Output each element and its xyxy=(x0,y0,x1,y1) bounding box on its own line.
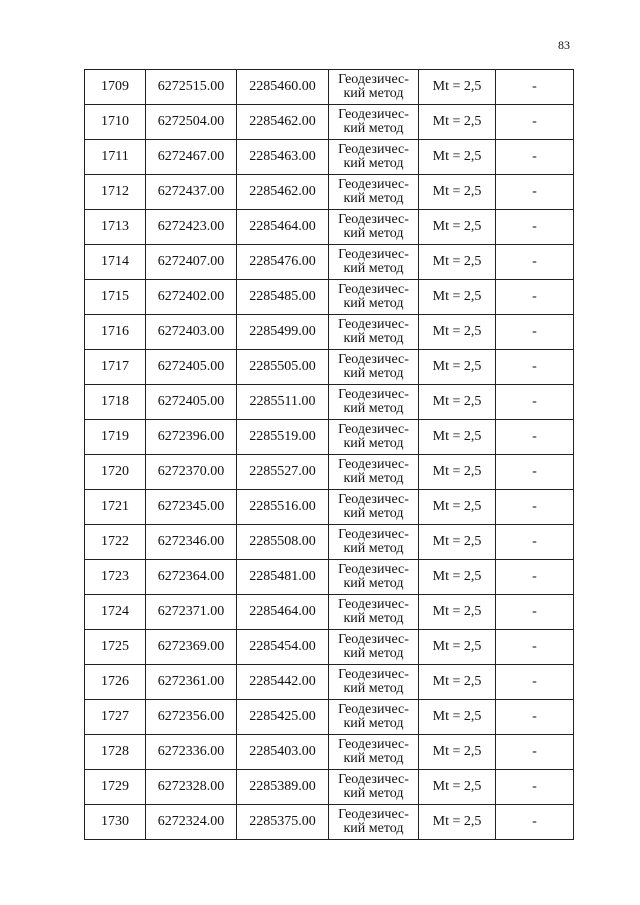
accuracy-cell: Mt = 2,5 xyxy=(419,700,496,735)
method-line-1: Геодезичес- xyxy=(338,632,409,647)
point-number-cell: 1721 xyxy=(85,490,146,525)
method-line-2: кий метод xyxy=(343,611,404,626)
table-row xyxy=(85,770,574,805)
method-line-2: кий метод xyxy=(343,226,404,241)
table-row xyxy=(85,420,574,455)
note-cell: - xyxy=(496,560,574,595)
method-line-2: кий метод xyxy=(343,366,404,381)
method-cell xyxy=(329,735,419,770)
point-number-cell: 1713 xyxy=(85,210,146,245)
y-coordinate-cell: 2285516.00 xyxy=(237,490,329,525)
method-cell xyxy=(329,140,419,175)
point-number-cell: 1723 xyxy=(85,560,146,595)
method-line-1: Геодезичес- xyxy=(338,247,409,262)
y-coordinate-cell: 2285476.00 xyxy=(237,245,329,280)
method-cell xyxy=(329,665,419,700)
accuracy-cell: Mt = 2,5 xyxy=(419,315,496,350)
note-cell: - xyxy=(496,350,574,385)
method-line-2: кий метод xyxy=(343,86,404,101)
y-coordinate-cell: 2285460.00 xyxy=(237,70,329,105)
method-cell xyxy=(329,385,419,420)
point-number-cell: 1729 xyxy=(85,770,146,805)
note-cell: - xyxy=(496,70,574,105)
y-coordinate-cell: 2285454.00 xyxy=(237,630,329,665)
method-line-2: кий метод xyxy=(343,646,404,661)
accuracy-cell: Mt = 2,5 xyxy=(419,735,496,770)
y-coordinate-cell: 2285463.00 xyxy=(237,140,329,175)
method-line-2: кий метод xyxy=(343,296,404,311)
method-cell xyxy=(329,315,419,350)
note-cell: - xyxy=(496,420,574,455)
point-number-cell: 1711 xyxy=(85,140,146,175)
y-coordinate-cell: 2285375.00 xyxy=(237,805,329,840)
x-coordinate-cell: 6272346.00 xyxy=(146,525,237,560)
method-line-2: кий метод xyxy=(343,331,404,346)
method-line-2: кий метод xyxy=(343,436,404,451)
y-coordinate-cell: 2285519.00 xyxy=(237,420,329,455)
point-number-cell: 1709 xyxy=(85,70,146,105)
note-cell: - xyxy=(496,770,574,805)
table-row xyxy=(85,70,574,105)
note-cell: - xyxy=(496,595,574,630)
method-line-2: кий метод xyxy=(343,506,404,521)
point-number-cell: 1715 xyxy=(85,280,146,315)
table-row xyxy=(85,455,574,490)
accuracy-cell: Mt = 2,5 xyxy=(419,280,496,315)
x-coordinate-cell: 6272370.00 xyxy=(146,455,237,490)
table-row xyxy=(85,560,574,595)
method-line-2: кий метод xyxy=(343,716,404,731)
y-coordinate-cell: 2285527.00 xyxy=(237,455,329,490)
point-number-cell: 1710 xyxy=(85,105,146,140)
table-row xyxy=(85,175,574,210)
accuracy-cell: Mt = 2,5 xyxy=(419,175,496,210)
point-number-cell: 1720 xyxy=(85,455,146,490)
x-coordinate-cell: 6272437.00 xyxy=(146,175,237,210)
method-line-1: Геодезичес- xyxy=(338,492,409,507)
method-line-1: Геодезичес- xyxy=(338,142,409,157)
y-coordinate-cell: 2285403.00 xyxy=(237,735,329,770)
accuracy-cell: Mt = 2,5 xyxy=(419,105,496,140)
point-number-cell: 1716 xyxy=(85,315,146,350)
method-cell xyxy=(329,210,419,245)
method-line-1: Геодезичес- xyxy=(338,72,409,87)
table-row xyxy=(85,210,574,245)
method-cell xyxy=(329,175,419,210)
table-row xyxy=(85,105,574,140)
method-line-1: Геодезичес- xyxy=(338,457,409,472)
method-line-1: Геодезичес- xyxy=(338,352,409,367)
table-row xyxy=(85,280,574,315)
method-line-1: Геодезичес- xyxy=(338,317,409,332)
method-line-2: кий метод xyxy=(343,576,404,591)
method-cell xyxy=(329,105,419,140)
x-coordinate-cell: 6272515.00 xyxy=(146,70,237,105)
y-coordinate-cell: 2285499.00 xyxy=(237,315,329,350)
note-cell: - xyxy=(496,805,574,840)
point-number-cell: 1727 xyxy=(85,700,146,735)
method-line-1: Геодезичес- xyxy=(338,667,409,682)
point-number-cell: 1714 xyxy=(85,245,146,280)
method-line-2: кий метод xyxy=(343,471,404,486)
x-coordinate-cell: 6272467.00 xyxy=(146,140,237,175)
accuracy-cell: Mt = 2,5 xyxy=(419,630,496,665)
method-line-2: кий метод xyxy=(343,786,404,801)
x-coordinate-cell: 6272328.00 xyxy=(146,770,237,805)
x-coordinate-cell: 6272423.00 xyxy=(146,210,237,245)
accuracy-cell: Mt = 2,5 xyxy=(419,210,496,245)
table-row xyxy=(85,245,574,280)
method-line-1: Геодезичес- xyxy=(338,562,409,577)
point-number-cell: 1719 xyxy=(85,420,146,455)
x-coordinate-cell: 6272336.00 xyxy=(146,735,237,770)
method-cell xyxy=(329,420,419,455)
method-cell xyxy=(329,350,419,385)
x-coordinate-cell: 6272402.00 xyxy=(146,280,237,315)
point-number-cell: 1724 xyxy=(85,595,146,630)
method-cell xyxy=(329,455,419,490)
y-coordinate-cell: 2285511.00 xyxy=(237,385,329,420)
x-coordinate-cell: 6272504.00 xyxy=(146,105,237,140)
x-coordinate-cell: 6272369.00 xyxy=(146,630,237,665)
point-number-cell: 1717 xyxy=(85,350,146,385)
method-line-1: Геодезичес- xyxy=(338,527,409,542)
accuracy-cell: Mt = 2,5 xyxy=(419,770,496,805)
point-number-cell: 1728 xyxy=(85,735,146,770)
y-coordinate-cell: 2285442.00 xyxy=(237,665,329,700)
method-line-2: кий метод xyxy=(343,751,404,766)
table-row xyxy=(85,140,574,175)
y-coordinate-cell: 2285464.00 xyxy=(237,210,329,245)
method-line-1: Геодезичес- xyxy=(338,597,409,612)
method-line-2: кий метод xyxy=(343,121,404,136)
method-line-2: кий метод xyxy=(343,401,404,416)
x-coordinate-cell: 6272361.00 xyxy=(146,665,237,700)
table-row xyxy=(85,315,574,350)
note-cell: - xyxy=(496,630,574,665)
y-coordinate-cell: 2285508.00 xyxy=(237,525,329,560)
x-coordinate-cell: 6272364.00 xyxy=(146,560,237,595)
y-coordinate-cell: 2285425.00 xyxy=(237,700,329,735)
method-cell xyxy=(329,245,419,280)
note-cell: - xyxy=(496,280,574,315)
x-coordinate-cell: 6272356.00 xyxy=(146,700,237,735)
method-cell xyxy=(329,805,419,840)
method-line-1: Геодезичес- xyxy=(338,107,409,122)
method-line-2: кий метод xyxy=(343,821,404,836)
y-coordinate-cell: 2285485.00 xyxy=(237,280,329,315)
note-cell: - xyxy=(496,245,574,280)
accuracy-cell: Mt = 2,5 xyxy=(419,455,496,490)
method-line-1: Геодезичес- xyxy=(338,177,409,192)
method-line-2: кий метод xyxy=(343,681,404,696)
note-cell: - xyxy=(496,735,574,770)
page-number: 83 xyxy=(558,38,570,52)
point-number-cell: 1722 xyxy=(85,525,146,560)
method-line-1: Геодезичес- xyxy=(338,422,409,437)
accuracy-cell: Mt = 2,5 xyxy=(419,805,496,840)
x-coordinate-cell: 6272371.00 xyxy=(146,595,237,630)
accuracy-cell: Mt = 2,5 xyxy=(419,525,496,560)
coordinates-table xyxy=(84,69,574,840)
table-row xyxy=(85,735,574,770)
accuracy-cell: Mt = 2,5 xyxy=(419,70,496,105)
method-line-2: кий метод xyxy=(343,156,404,171)
note-cell: - xyxy=(496,175,574,210)
method-cell xyxy=(329,630,419,665)
accuracy-cell: Mt = 2,5 xyxy=(419,665,496,700)
point-number-cell: 1712 xyxy=(85,175,146,210)
method-cell xyxy=(329,525,419,560)
method-cell xyxy=(329,70,419,105)
note-cell: - xyxy=(496,525,574,560)
table-row xyxy=(85,630,574,665)
point-number-cell: 1725 xyxy=(85,630,146,665)
accuracy-cell: Mt = 2,5 xyxy=(419,140,496,175)
note-cell: - xyxy=(496,665,574,700)
method-line-2: кий метод xyxy=(343,541,404,556)
method-cell xyxy=(329,280,419,315)
table-row xyxy=(85,700,574,735)
accuracy-cell: Mt = 2,5 xyxy=(419,420,496,455)
x-coordinate-cell: 6272324.00 xyxy=(146,805,237,840)
method-cell xyxy=(329,700,419,735)
accuracy-cell: Mt = 2,5 xyxy=(419,490,496,525)
note-cell: - xyxy=(496,455,574,490)
method-line-2: кий метод xyxy=(343,261,404,276)
method-cell xyxy=(329,770,419,805)
point-number-cell: 1718 xyxy=(85,385,146,420)
method-line-1: Геодезичес- xyxy=(338,702,409,717)
x-coordinate-cell: 6272407.00 xyxy=(146,245,237,280)
note-cell: - xyxy=(496,385,574,420)
y-coordinate-cell: 2285462.00 xyxy=(237,175,329,210)
y-coordinate-cell: 2285505.00 xyxy=(237,350,329,385)
accuracy-cell: Mt = 2,5 xyxy=(419,560,496,595)
note-cell: - xyxy=(496,315,574,350)
method-line-1: Геодезичес- xyxy=(338,737,409,752)
table-row xyxy=(85,805,574,840)
y-coordinate-cell: 2285389.00 xyxy=(237,770,329,805)
y-coordinate-cell: 2285481.00 xyxy=(237,560,329,595)
x-coordinate-cell: 6272405.00 xyxy=(146,385,237,420)
point-number-cell: 1730 xyxy=(85,805,146,840)
table-row xyxy=(85,385,574,420)
note-cell: - xyxy=(496,490,574,525)
point-number-cell: 1726 xyxy=(85,665,146,700)
x-coordinate-cell: 6272396.00 xyxy=(146,420,237,455)
x-coordinate-cell: 6272405.00 xyxy=(146,350,237,385)
table-row xyxy=(85,665,574,700)
method-line-2: кий метод xyxy=(343,191,404,206)
y-coordinate-cell: 2285462.00 xyxy=(237,105,329,140)
method-line-1: Геодезичес- xyxy=(338,807,409,822)
y-coordinate-cell: 2285464.00 xyxy=(237,595,329,630)
accuracy-cell: Mt = 2,5 xyxy=(419,245,496,280)
x-coordinate-cell: 6272345.00 xyxy=(146,490,237,525)
method-line-1: Геодезичес- xyxy=(338,772,409,787)
accuracy-cell: Mt = 2,5 xyxy=(419,350,496,385)
accuracy-cell: Mt = 2,5 xyxy=(419,595,496,630)
table-row xyxy=(85,350,574,385)
table-row xyxy=(85,525,574,560)
method-line-1: Геодезичес- xyxy=(338,387,409,402)
table-row xyxy=(85,490,574,525)
note-cell: - xyxy=(496,210,574,245)
method-cell xyxy=(329,595,419,630)
note-cell: - xyxy=(496,700,574,735)
method-cell xyxy=(329,490,419,525)
accuracy-cell: Mt = 2,5 xyxy=(419,385,496,420)
method-line-1: Геодезичес- xyxy=(338,282,409,297)
method-line-1: Геодезичес- xyxy=(338,212,409,227)
note-cell: - xyxy=(496,140,574,175)
table-row xyxy=(85,595,574,630)
method-cell xyxy=(329,560,419,595)
note-cell: - xyxy=(496,105,574,140)
coordinates-table-body xyxy=(85,70,574,840)
x-coordinate-cell: 6272403.00 xyxy=(146,315,237,350)
